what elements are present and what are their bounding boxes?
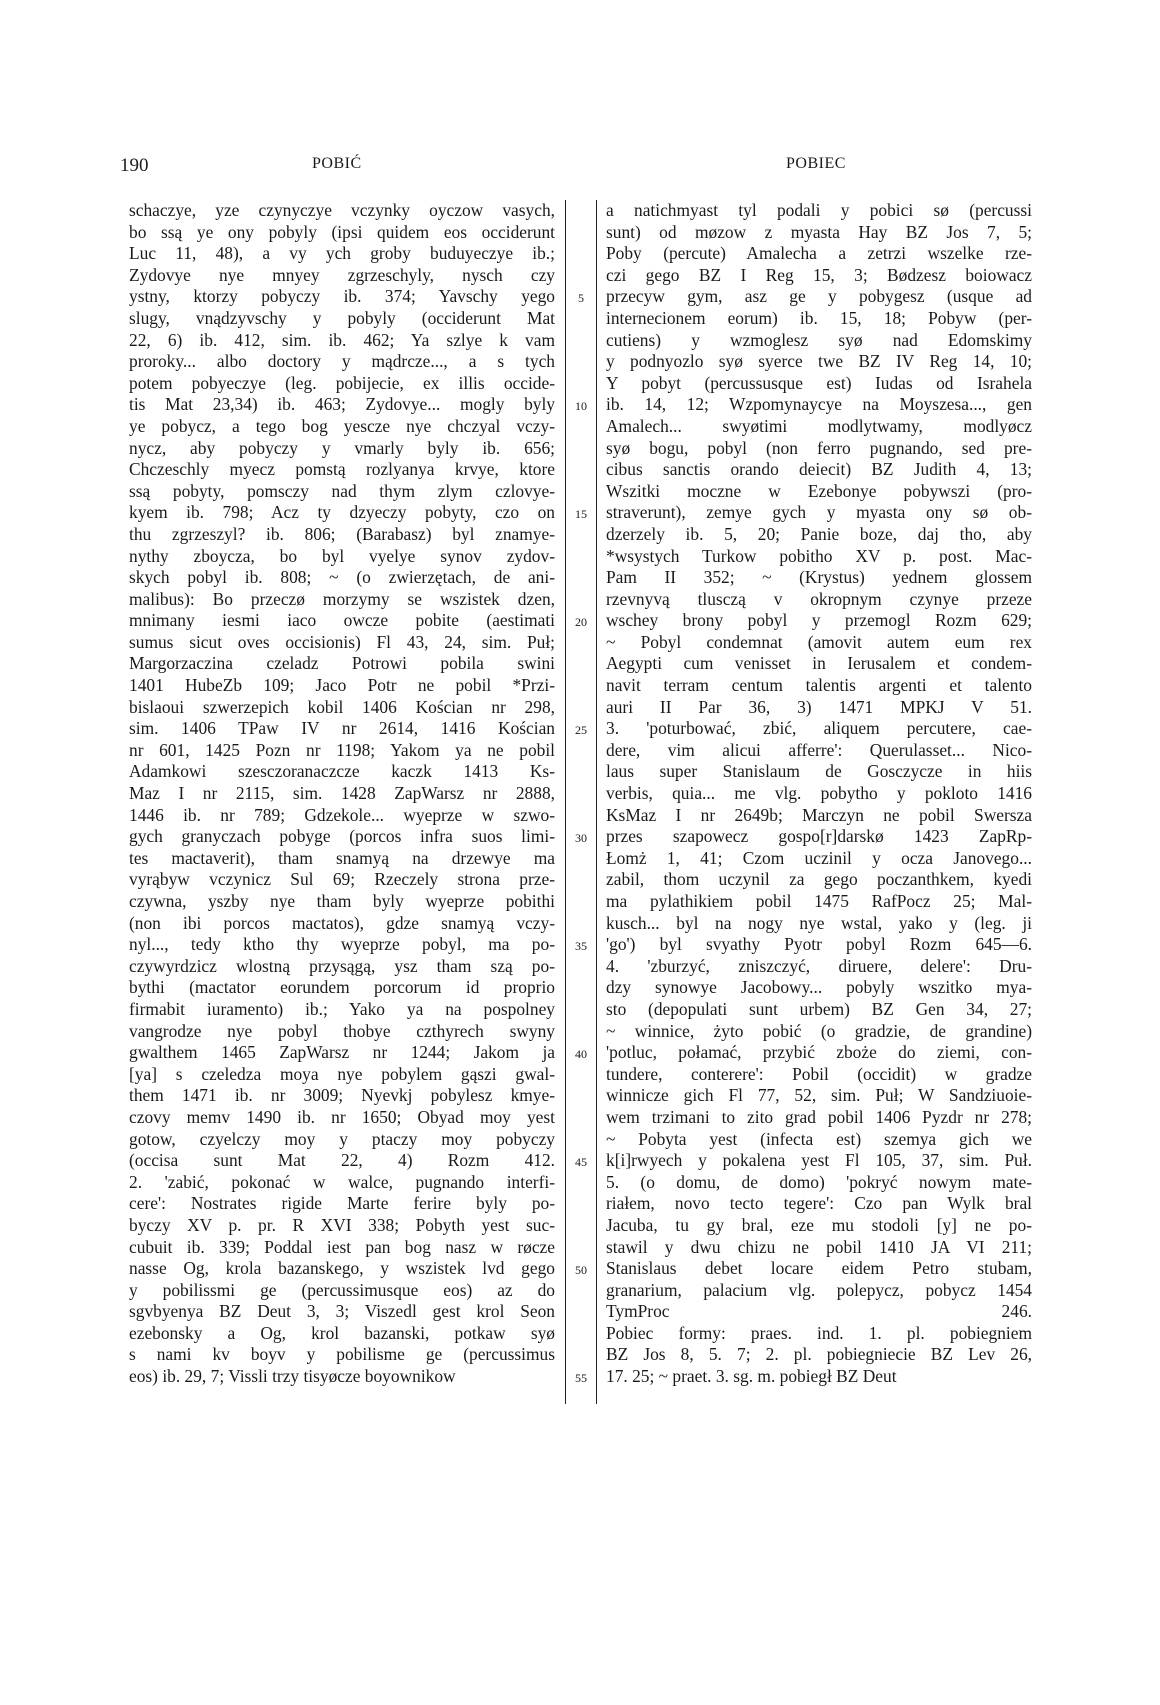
- text-line: winnicze gich Fl 77, 52, sim. Puł; W Sandziuoie-: [606, 1085, 1032, 1106]
- text-line: KsMaz I nr 2649b; Marczyn ne pobil Swersza: [606, 804, 1032, 825]
- text-line: proroky... albo doctory y mądrcze..., a s tych: [129, 351, 555, 372]
- text-line: a natichmyast tyl podali y pobici sø (percussi: [606, 200, 1032, 220]
- text-line: 1446 ib. nr 789; Gdzekole... wyeprze w szwo-: [129, 804, 555, 825]
- text-line: przes szapowecz gospo[r]darskø 1423 ZapRp-: [606, 826, 1032, 847]
- text-line: potem pobyeczye (leg. pobijecie, ex illis occide-: [129, 372, 555, 393]
- text-line: tundere, conterere': Pobil (occidit) w gradze: [606, 1063, 1032, 1084]
- text-line: ma pylathikiem pobil 1475 RafPocz 25; Mal-: [606, 891, 1032, 911]
- text-line: stawil y dwu chizu ne pobil 1410 JA VI 211;: [606, 1236, 1032, 1257]
- text-line: k[i]rwyech y pokalena yest Fl 105, 37, sim. Puł.: [606, 1150, 1032, 1171]
- line-number: 50: [575, 1263, 587, 1278]
- text-line: Łomż 1, 41; Czom uczinil y ocza Janovego...: [606, 847, 1032, 868]
- text-line: wschey brony pobyl y przemogl Rozm 629;: [606, 610, 1032, 631]
- text-line: [ya] s czeledza moya nye pobylem gąszi gwal-: [129, 1063, 555, 1084]
- text-line: them 1471 ib. nr 3009; Nyevkj pobylesz kmye-: [129, 1085, 555, 1106]
- text-line: 17. 25; ~ praet. 3. sg. m. pobiegł BZ Deut: [606, 1366, 897, 1387]
- line-number: 45: [575, 1155, 587, 1170]
- left-column: [129, 200, 555, 1388]
- text-line: *wsystych Turkow pobitho XV p. post. Mac-: [606, 545, 1032, 566]
- text-line: czovy memv 1490 ib. nr 1650; Obyad moy yest: [129, 1106, 555, 1127]
- text-line: zabil, thom uczynil za gego poczanthkem, kyedi: [606, 869, 1032, 890]
- line-number: 40: [575, 1047, 587, 1062]
- text-line: cutiens) y wzmoglesz syø nad Edomskimy: [606, 329, 1032, 350]
- text-line: gotow, czyelczy moy y ptaczy moy pobyczy: [129, 1128, 555, 1149]
- text-line: schaczye, yze czynyczye vczynky oyczow vasych,: [129, 200, 555, 220]
- line-number: 30: [575, 831, 587, 846]
- text-line: ezebonsky a Og, krol bazanski, potkaw syø: [129, 1322, 555, 1343]
- text-line: sim. 1406 TPaw IV nr 2614, 1416 Kościan: [129, 718, 555, 739]
- text-line: malibus): Bo przeczø morzymy se wszistek dzen,: [129, 588, 555, 609]
- running-head-left: POBIĆ: [312, 155, 362, 172]
- text-line: sto (depopulati sunt urbem) BZ Gen 34, 27;: [606, 998, 1032, 1019]
- text-line: nycz, aby pobyczy y vmarly byly ib. 656;: [129, 437, 555, 458]
- text-line: 'potluc, połamać, przybić zboże do ziemi, con-: [606, 1042, 1032, 1063]
- text-line: y pobilissmi ge (percussimusque eos) az do: [129, 1279, 555, 1300]
- line-number: 10: [575, 399, 587, 414]
- text-line: laus super Stanislaum de Gosczycze in hiis: [606, 761, 1032, 782]
- text-line: bo ssą ye ony pobyly (ipsi quidem eos occiderunt: [129, 221, 555, 242]
- text-line: Jacuba, tu gy bral, eze mu stodoli [y] ne po-: [606, 1214, 1032, 1235]
- text-line: bislaoui szwerzepich kobil 1406 Kościan nr 298,: [129, 696, 555, 717]
- text-line: navit terram centum talentis argenti et talento: [606, 675, 1032, 696]
- text-line: y podnyozlo syø syerce twe BZ IV Reg 14, 10;: [606, 351, 1032, 372]
- text-line: sunt) od møzow z myasta Hay BZ Jos 7, 5;: [606, 221, 1032, 242]
- text-line: TymProc 246.: [606, 1301, 1032, 1322]
- text-line: wem trzimani to zito grad pobil 1406 Pyzdr nr 278;: [606, 1106, 1032, 1127]
- text-line: Zydovye nye mnyey zgrzeschyly, nysch czy: [129, 264, 555, 285]
- text-line: vangrodze nye pobyl thobye czthyrech swyny: [129, 1020, 555, 1041]
- text-line: czywyrdzicz wlostną przysągą, ysz tham szą po-: [129, 955, 555, 976]
- text-line: Luc 11, 48), a vy ych groby buduyeczye ib.;: [129, 243, 555, 264]
- text-line: Wszitki moczne w Ezebonye pobywszi (pro-: [606, 480, 1032, 501]
- text-line: skych pobyl ib. 808; ~ (o zwierzętach, de ani-: [129, 567, 555, 588]
- text-line: Y pobyt (percussusque est) Iudas od Israhela: [606, 372, 1032, 393]
- text-line: s nami kv boyv y pobilisme ge (percussimus: [129, 1344, 555, 1365]
- text-line: 2. 'zabić, pokonać w walce, pugnando interfi-: [129, 1171, 555, 1192]
- line-number: 35: [575, 939, 587, 954]
- text-line: kusch... byl na nogy nye wstal, yako y (leg. ji: [606, 912, 1032, 933]
- text-line: ystny, ktorzy pobyczy ib. 374; Yavschy yego: [129, 286, 555, 307]
- text-line: cere': Nostrates rigide Marte ferire byly po-: [129, 1193, 555, 1214]
- text-line: dzerzely ib. 5, 20; Panie boze, daj tho, aby: [606, 523, 1032, 544]
- line-number: 5: [578, 291, 584, 306]
- line-number: 55: [575, 1371, 587, 1386]
- text-line: nyl..., tedy ktho thy wyeprze pobyl, ma po-: [129, 934, 555, 955]
- text-line: firmabit iuramento) ib.; Yako ya na pospolney: [129, 998, 555, 1019]
- text-line: Pam II 352; ~ (Krystus) yednem glossem: [606, 567, 1032, 588]
- text-line: ssą pobyty, pomsczy nad thym zlym czlovye-: [129, 480, 555, 501]
- text-line: nr 601, 1425 Pozn nr 1198; Yakom ya ne pobil: [129, 739, 555, 760]
- text-line: 22, 6) ib. 412, sim. ib. 462; Ya szlye k vam: [129, 329, 555, 350]
- text-line: thu zgrzeszyl? ib. 806; (Barabasz) byl znamye-: [129, 523, 555, 544]
- text-line: tis Mat 23,34) ib. 463; Zydovye... mogly byly: [129, 394, 555, 415]
- text-line: (occisa sunt Mat 22, 4) Rozm 412.: [129, 1150, 555, 1171]
- text-line: internecionem eorum) ib. 15, 18; Pobyw (per-: [606, 307, 1032, 328]
- text-line: BZ Jos 8, 5. 7; 2. pl. pobiegniecie BZ Lev 26,: [606, 1344, 1032, 1365]
- text-line: kyem ib. 798; Acz ty dzyeczy pobyty, czo on: [129, 502, 555, 523]
- text-line: mnimany iesmi iaco owcze pobite (aestimati: [129, 610, 555, 631]
- text-line: syø bogu, pobyl (non ferro pugnando, sed pre-: [606, 437, 1032, 458]
- text-line: eos) ib. 29, 7; Vissli trzy tisyøcze boyownikow: [129, 1366, 456, 1387]
- text-line: cubuit ib. 339; Poddal iest pan bog nasz w røcze: [129, 1236, 555, 1257]
- text-line: Amalech... swyøtimi modlytwamy, modlyøcz: [606, 415, 1032, 436]
- column-rule-right: [596, 200, 597, 1404]
- page-number: 190: [120, 155, 149, 176]
- text-line: przecyw gym, asz ge y pobygesz (usque ad: [606, 286, 1032, 307]
- right-column: [606, 200, 1032, 1388]
- text-line: byczy XV p. pr. R XVI 338; Pobyth yest suc-: [129, 1214, 555, 1235]
- text-line: rzevnyvą tlusczą v okropnym czynye przeze: [606, 588, 1032, 609]
- text-line: sumus sicut oves occisionis) Fl 43, 24, sim. Puł;: [129, 631, 555, 652]
- text-line: Maz I nr 2115, sim. 1428 ZapWarsz nr 2888,: [129, 783, 555, 804]
- text-line: 3. 'poturbować, zbić, aliquem percutere, cae-: [606, 718, 1032, 739]
- text-line: Pobiec formy: praes. ind. 1. pl. pobiegniem: [606, 1322, 1032, 1343]
- column-rule-left: [565, 200, 566, 1404]
- text-line: Chczeschly myecz pomstą rozlyanya krvye, ktore: [129, 459, 555, 480]
- text-line: auri II Par 36, 3) 1471 MPKJ V 51.: [606, 696, 1032, 717]
- text-line: ~ winnice, żyto pobić (o gradzie, de grandine): [606, 1020, 1032, 1041]
- text-line: gych granyczach pobyge (porcos infra suos limi-: [129, 826, 555, 847]
- text-line: ~ Pobyl condemnat (amovit autem eum rex: [606, 631, 1032, 652]
- text-line: Aegypti cum venisset in Ierusalem et condem-: [606, 653, 1032, 674]
- text-line: verbis, quia... me vlg. pobytho y pokloto 1416: [606, 783, 1032, 804]
- text-line: slugy, vnądzyvschy y pobyly (occiderunt Mat: [129, 307, 555, 328]
- text-line: ye pobycz, a tego bog yescze nye chczyal vczy-: [129, 415, 555, 436]
- text-line: ib. 14, 12; Wzpomynaycye na Moyszesa..., gen: [606, 394, 1032, 415]
- text-line: Adamkowi szesczoranaczcze kaczk 1413 Ks-: [129, 761, 555, 782]
- text-line: straverunt), zemye gych y myasta ony sø ob-: [606, 502, 1032, 523]
- text-line: nythy zboycza, bo byl vyelye synov zydov-: [129, 545, 555, 566]
- line-number: 25: [575, 723, 587, 738]
- text-line: sgvbyenya BZ Deut 3, 3; Viszedl gest krol Seon: [129, 1301, 555, 1322]
- text-line: 4. 'zburzyć, zniszczyć, diruere, delere': Dru-: [606, 955, 1032, 976]
- line-number: 15: [575, 507, 587, 522]
- text-line: 5. (o domu, de domo) 'pokryć nowym mate-: [606, 1171, 1032, 1192]
- text-line: bythi (mactator eorundem porcorum id proprio: [129, 977, 555, 998]
- text-line: nasse Og, krola bazanskego, y wszistek lvd gego: [129, 1258, 555, 1279]
- text-line: granarium, palacium vlg. polepycz, pobycz 1454: [606, 1279, 1032, 1300]
- text-line: dere, vim alicui afferre': Querulasset... Nico-: [606, 739, 1032, 760]
- text-line: 1401 HubeZb 109; Jaco Potr ne pobil *Przi-: [129, 675, 555, 696]
- text-line: riałem, novo tecto tegere': Czo pan Wylk bral: [606, 1193, 1032, 1214]
- text-line: (non ibi porcos mactatos), gdze snamyą vczy-: [129, 912, 555, 933]
- running-head-right: POBIEC: [786, 155, 846, 172]
- text-line: Poby (percute) Amalecha a zetrzi wszelke rze-: [606, 243, 1032, 264]
- text-line: tes mactaverit), tham snamyą na drzewye ma: [129, 847, 555, 868]
- text-line: 'go') byl svyathy Pyotr pobyl Rozm 645—6.: [606, 934, 1032, 955]
- text-line: gwalthem 1465 ZapWarsz nr 1244; Jakom ja: [129, 1042, 555, 1063]
- text-line: dzy synowye Jacobowy... pobyly wszitko mya-: [606, 977, 1032, 998]
- text-line: Stanislaus debet locare eidem Petro stubam,: [606, 1258, 1032, 1279]
- text-line: czywna, yszby nye tham byly wyeprze pobithi: [129, 891, 555, 911]
- text-line: czi gego BZ I Reg 15, 3; Bødzesz boiowacz: [606, 264, 1032, 285]
- text-line: vyrąbyw vczynicz Sul 69; Rzeczely strona prze-: [129, 869, 555, 890]
- text-line: ~ Pobyta yest (infecta est) szemya gich we: [606, 1128, 1032, 1149]
- line-number: 20: [575, 615, 587, 630]
- text-line: Margorzaczina czeladz Potrowi pobila swini: [129, 653, 555, 674]
- text-line: cibus sanctis orando deiecit) BZ Judith 4, 13;: [606, 459, 1032, 480]
